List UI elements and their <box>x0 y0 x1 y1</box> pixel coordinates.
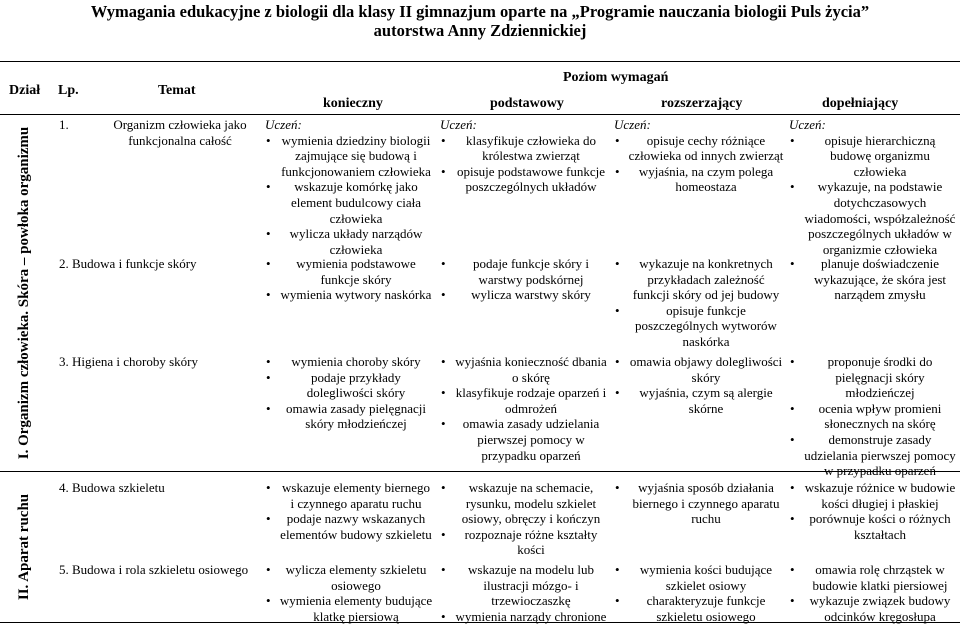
requirement-item: • proponuje środki do pielęgnacji skóry młodzieńczej <box>789 354 957 401</box>
topic-number: 5. <box>59 562 69 577</box>
requirement-list <box>614 480 784 527</box>
requirement-item: • omawia zasady udzielania pierwszej pomocy w przypadku oparzeń <box>440 416 608 463</box>
requirement-list <box>614 133 784 195</box>
requirement-list <box>265 480 433 542</box>
requirement-item: • podaje nazwy wskazanych elementów budowy szkieletu <box>265 511 433 542</box>
requirement-item: • wskazuje na schemacie, rysunku, modelu szkielet osiowy, obręczy i kończyn <box>440 480 608 527</box>
requirement-list <box>440 562 608 624</box>
requirement-list <box>614 354 784 416</box>
requirement-item: • opisuje cechy różniące człowieka od innych zwierząt <box>614 133 784 164</box>
requirement-cell <box>789 256 957 303</box>
requirement-item: • klasyfikuje rodzaje oparzeń i odmrożeń <box>440 385 608 416</box>
requirement-item: • planuje doświadczenie wykazujące, że skóra jest narządem zmysłu <box>789 256 957 303</box>
section-label: II. Aparat ruchu <box>16 493 32 601</box>
requirement-list <box>265 256 433 303</box>
requirement-item: • wyjaśnia, czym są alergie skórne <box>614 385 784 416</box>
requirement-item: • wymienia kości budujące szkielet osiowy <box>614 562 784 593</box>
requirement-item: • opisuje hierarchiczną budowę organizmu człowieka <box>789 133 957 180</box>
requirement-item: • wymienia dziedziny biologii zajmujące się budową i funkcjonowaniem człowieka <box>265 133 433 180</box>
requirement-cell <box>614 256 784 350</box>
requirement-item: • wyjaśnia, na czym polega homeostaza <box>614 164 784 195</box>
requirement-list <box>265 562 433 624</box>
requirement-item: • omawia objawy dolegliwości skóry <box>614 354 784 385</box>
uczen-lead: Uczeń: <box>789 117 826 132</box>
requirement-cell <box>789 480 957 542</box>
requirement-cell <box>789 562 957 624</box>
requirement-item: • wymienia choroby skóry <box>265 354 433 370</box>
requirement-item: • omawia rolę chrząstek w budowie klatki piersiowej <box>789 562 957 593</box>
requirement-cell <box>614 117 784 195</box>
requirement-cell <box>265 256 433 303</box>
requirement-item: • podaje przykłady dolegliwości skóry <box>265 370 433 401</box>
requirement-item: • porównuje kości o różnych kształtach <box>789 511 957 542</box>
requirement-item: • opisuje funkcje poszczególnych wytworów naskórka <box>614 303 784 350</box>
requirement-cell <box>265 354 433 432</box>
requirement-cell <box>265 562 433 624</box>
header-temat: Temat <box>158 83 196 98</box>
requirement-cell <box>440 354 608 463</box>
requirement-item: • rozpoznaje różne kształty kości <box>440 527 608 558</box>
requirement-cell <box>614 480 784 527</box>
requirement-list <box>789 133 957 258</box>
requirement-list <box>789 256 957 303</box>
header-poziom-wymagan: Poziom wymagań <box>563 70 669 85</box>
requirement-list <box>789 480 957 542</box>
header-level-dopelniajacy: dopełniający <box>822 96 899 111</box>
requirement-cell <box>440 117 608 195</box>
header-level-konieczny: konieczny <box>323 96 383 111</box>
topic-number: 2. <box>59 256 69 271</box>
requirement-cell <box>440 480 608 558</box>
topic-title: Budowa i rola szkieletu osiowego <box>72 562 249 577</box>
requirement-item: • wyjaśnia konieczność dbania o skórę <box>440 354 608 385</box>
requirement-list <box>614 256 784 350</box>
requirement-list <box>265 354 433 432</box>
requirement-item: • demonstruje zasady udzielania pierwszej pomocy w przypadku oparzeń <box>789 432 957 479</box>
requirement-list <box>440 480 608 558</box>
requirement-item: • wykazuje, na podstawie dotychczasowych wiadomości, współzależność poszczególnych układów w organizmie człowieka <box>789 179 957 257</box>
requirement-list <box>614 562 784 624</box>
requirement-item: • wymienia wytwory naskórka <box>265 287 433 303</box>
requirement-cell <box>789 117 957 257</box>
topic-number: 4. <box>59 480 69 495</box>
requirement-cell <box>265 117 433 257</box>
requirement-item: • omawia zasady pielęgnacji skóry młodzieńczej <box>265 401 433 432</box>
document-title <box>0 2 960 40</box>
header-bottom-rule <box>0 114 960 115</box>
header-lp: Lp. <box>58 83 79 98</box>
requirement-list <box>265 133 433 258</box>
requirement-cell <box>265 480 433 542</box>
topic-title: Budowa szkieletu <box>72 480 165 495</box>
requirement-item: • wskazuje na modelu lub ilustracji mózgo- i trzewioczaszkę <box>440 562 608 609</box>
requirement-list <box>789 354 957 479</box>
requirement-cell <box>614 562 784 624</box>
requirement-item: • wylicza elementy szkieletu osiowego <box>265 562 433 593</box>
topic-number: 1. <box>59 117 69 132</box>
requirement-item: • klasyfikuje człowieka do królestwa zwierząt <box>440 133 608 164</box>
requirement-item: • wykazuje na konkretnych przykładach zależność funkcji skóry od jej budowy <box>614 256 784 303</box>
requirement-item: • wskazuje komórkę jako element budulcowy ciała człowieka <box>265 179 433 226</box>
header-dzial: Dział <box>9 83 41 98</box>
requirement-item: • wymienia podstawowe funkcje skóry <box>265 256 433 287</box>
requirement-cell <box>789 354 957 479</box>
requirement-cell <box>614 354 784 416</box>
requirement-item: • opisuje podstawowe funkcje poszczególnych układów <box>440 164 608 195</box>
uczen-lead: Uczeń: <box>265 117 302 132</box>
requirement-item: • wymienia narządy chronione <box>440 609 608 624</box>
requirement-item: • wymienia elementy budujące klatkę piersiową <box>265 593 433 624</box>
requirement-item: • wskazuje różnice w budowie kości długiej i płaskiej <box>789 480 957 511</box>
requirement-list <box>440 354 608 463</box>
requirement-list <box>789 562 957 624</box>
requirement-item: • wykazuje związek budowy odcinków kręgosłupa <box>789 593 957 624</box>
topic-number: 3. <box>59 354 69 369</box>
requirement-list <box>440 256 608 303</box>
header-level-rozszerzajacy: rozszerzający <box>661 96 743 111</box>
requirement-list <box>440 133 608 195</box>
requirement-item: • wylicza układy narządów człowieka <box>265 226 433 257</box>
requirement-item: • charakteryzuje funkcje szkieletu osiowego <box>614 593 784 624</box>
uczen-lead: Uczeń: <box>614 117 651 132</box>
topic-title: Higiena i choroby skóry <box>72 354 199 369</box>
requirement-item: • wskazuje elementy biernego i czynnego aparatu ruchu <box>265 480 433 511</box>
requirement-item: • wylicza warstwy skóry <box>440 287 608 303</box>
uczen-lead: Uczeń: <box>440 117 477 132</box>
section-label: I. Organizm człowieka. Skóra – powłoka organizmu <box>16 126 32 460</box>
header-top-rule <box>0 61 960 62</box>
topic-title: Budowa i funkcje skóry <box>72 256 197 271</box>
requirement-cell <box>440 256 608 303</box>
requirement-item: • ocenia wpływ promieni słonecznych na skórę <box>789 401 957 432</box>
title-line-1: Wymagania edukacyjne z biologii dla klasy II gimnazjum oparte na „Programie nauczania biologii Puls życia” <box>90 2 870 21</box>
header-level-podstawowy: podstawowy <box>490 96 564 111</box>
requirement-item: • wyjaśnia sposób działania biernego i czynnego aparatu ruchu <box>614 480 784 527</box>
topic-title: Organizm człowieka jako funkcjonalna całość <box>113 117 247 148</box>
requirement-cell <box>440 562 608 624</box>
title-line-2: autorstwa Anny Zdziennickiej <box>373 21 587 40</box>
requirement-item: • podaje funkcje skóry i warstwy podskórnej <box>440 256 608 287</box>
